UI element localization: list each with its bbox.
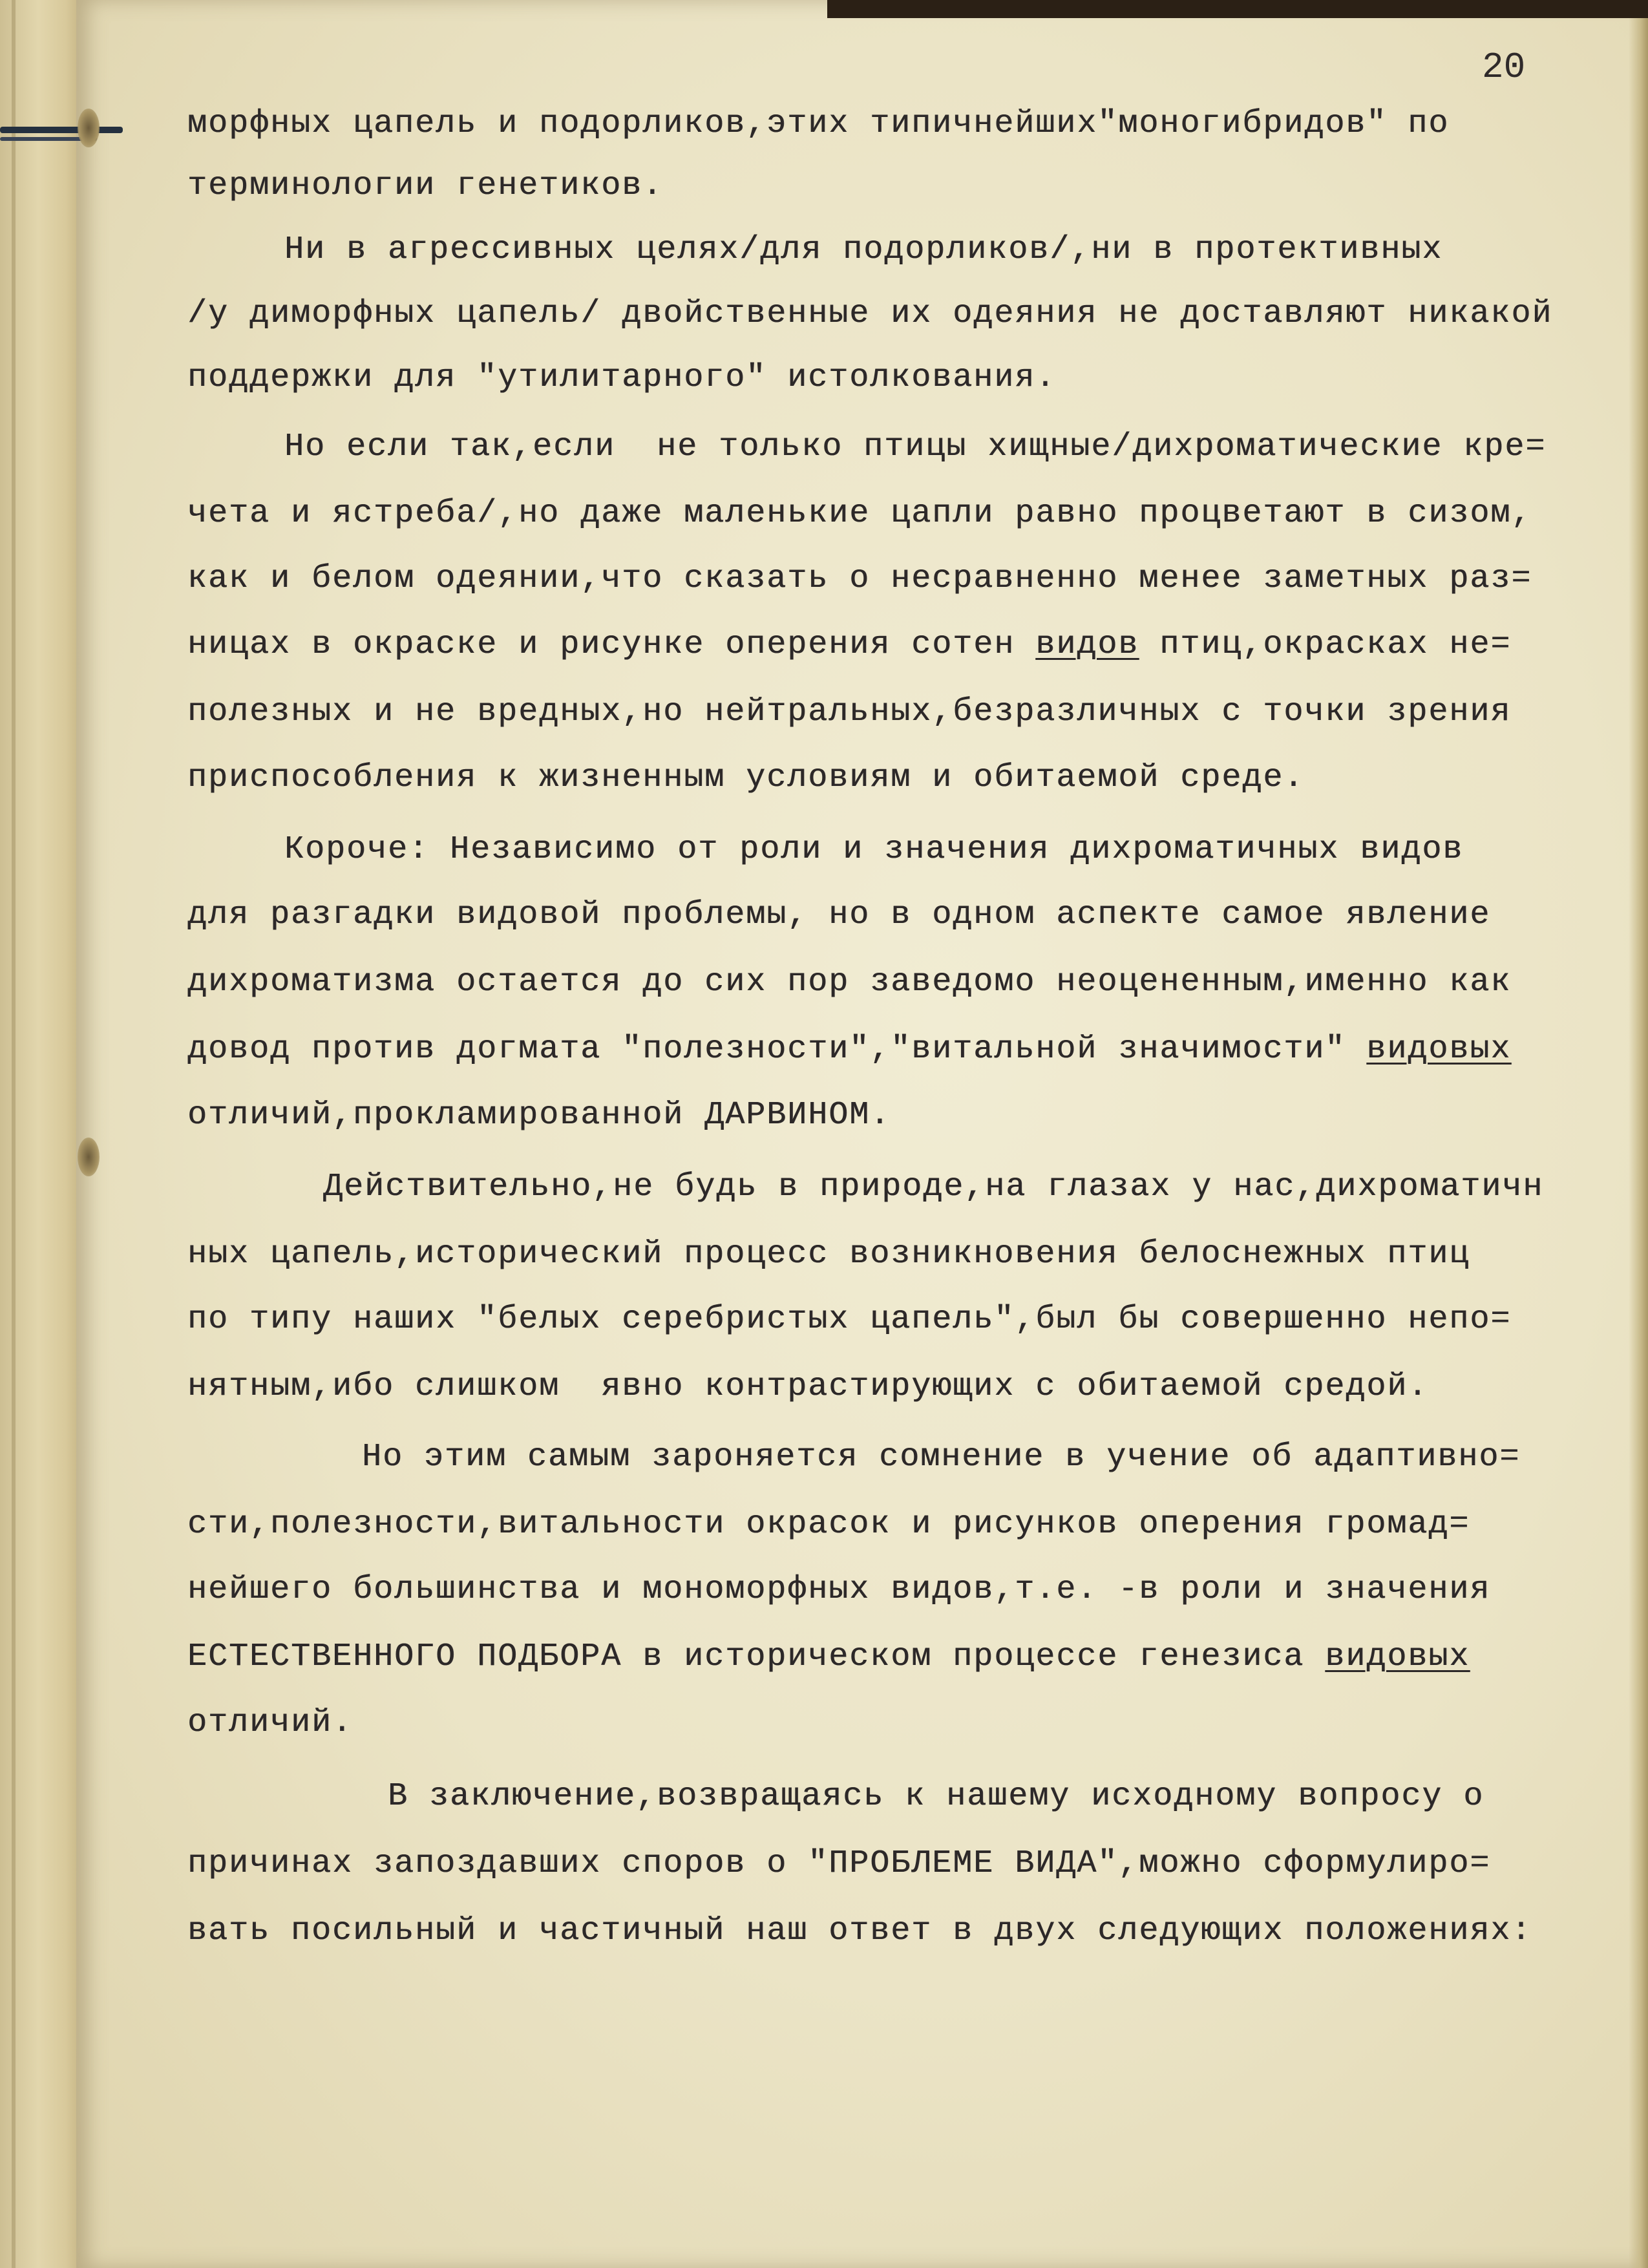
- text-line-27: причинах запоздавших споров о "ПРОБЛЕМЕ ВИДА",можно сформулиро=: [187, 1845, 1491, 1882]
- page-number: 20: [1482, 47, 1526, 88]
- text-line-11: приспособления к жизненным условиям и обитаемой среде.: [187, 759, 1305, 796]
- text-line-21: Но этим самым зароняется сомнение в учение об адаптивно=: [362, 1439, 1521, 1476]
- text-line-3: Ни в агрессивных целях/для подорликов/,ни в протективных: [284, 231, 1443, 268]
- text-line-9: ницах в окраске и рисунке оперения сотен видов птиц,окрасках не=: [187, 626, 1512, 663]
- text-line-18: ных цапель,исторический процесс возникновения белоснежных птиц: [187, 1236, 1470, 1273]
- underlined-word: видовых: [1366, 1031, 1512, 1068]
- text-line-5: поддержки для "утилитарного" истолкования.: [187, 359, 1057, 396]
- text-line-4: /у диморфных цапель/ двойственные их одеяния не доставляют никакой: [187, 295, 1553, 332]
- text-line-25: отличий.: [187, 1704, 354, 1741]
- text-line-22: сти,полезности,витальности окрасок и рисунков оперения громад=: [187, 1506, 1470, 1543]
- text-line-8: как и белом одеянии,что сказать о несравненно менее заметных раз=: [187, 560, 1532, 597]
- text-line-15: довод против догмата "полезности","витальной значимости" видовых: [187, 1031, 1512, 1068]
- text-line-19: по типу наших "белых серебристых цапель",был бы совершенно непо=: [187, 1301, 1512, 1338]
- text-line-14: дихроматизма остается до сих пор заведомо неоцененным,именно как: [187, 964, 1512, 1001]
- text-line-13: для разгадки видовой проблемы, но в одном аспекте самое явление: [187, 896, 1491, 933]
- text-line-2: терминологии генетиков.: [187, 167, 664, 204]
- text-line-20: нятным,ибо слишком явно контрастирующих с обитаемой средой.: [187, 1368, 1429, 1405]
- text-line-24: ЕСТЕСТВЕННОГО ПОДБОРА в историческом процессе генезиса видовых: [187, 1638, 1470, 1675]
- underlined-word: видовых: [1325, 1638, 1470, 1675]
- text-line-7: чета и ястреба/,но даже маленькие цапли равно процветают в сизом,: [187, 495, 1532, 532]
- underlined-word: видов: [1035, 626, 1139, 663]
- text-line-23: нейшего большинства и мономорфных видов,т.е. -в роли и значения: [187, 1571, 1491, 1608]
- text-line-10: полезных и не вредных,но нейтральных,безразличных с точки зрения: [187, 694, 1512, 730]
- text-line-28: вать посильный и частичный наш ответ в двух следующих положениях:: [187, 1913, 1532, 1949]
- text-line-17: Действительно,не будь в природе,на глазах у нас,дихроматичн: [323, 1169, 1544, 1205]
- text-line-12: Короче: Независимо от роли и значения дихроматичных видов: [284, 831, 1464, 868]
- text-line-16: отличий,прокламированной ДАРВИНОМ.: [187, 1097, 891, 1134]
- text-line-26: В заключение,возвращаясь к нашему исходному вопросу о: [388, 1778, 1484, 1815]
- text-line-6: Но если так,если не только птицы хищные/дихроматические кре=: [284, 429, 1547, 465]
- text-line-1: морфных цапель и подорликов,этих типичнейших"моногибридов" по: [187, 105, 1450, 142]
